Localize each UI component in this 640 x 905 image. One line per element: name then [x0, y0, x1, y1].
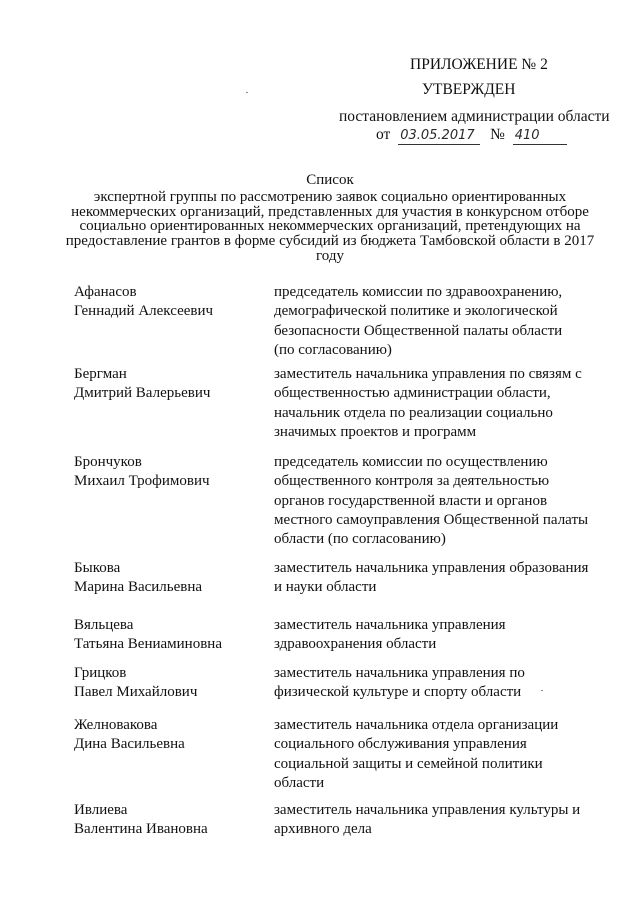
member-name: Быкова Марина Васильевна [74, 560, 203, 596]
member-role: заместитель начальника управления по связям с общественностью администрации области, начальник отдела по реализации социально значимых проектов и программ [274, 366, 582, 440]
member-name: Брончуков Михаил Трофимович [74, 454, 210, 490]
scan-speck [246, 92, 248, 93]
annex-number: ПРИЛОЖЕНИЕ № 2 [410, 56, 548, 73]
member-role: председатель комиссии по осуществлению общественного контроля за деятельностью органов государственной власти и органов местного самоуправления Общественной палаты области (по согласованию) [274, 454, 589, 548]
handwritten-number: 410 [513, 128, 567, 145]
member-name: Желновакова Дина Васильевна [74, 717, 185, 753]
member-name: Бергман Дмитрий Валерьевич [74, 366, 211, 402]
list-title-body: экспертной группы по рассмотрению заявок социально ориентированных некоммерческих организаций, представленных для участия в конкурсном отборе социально ориентированных некоммерческих организаций, претендующих на предоставление грантов в форме субсидий из бюджета Тамбовской области в 2017 году [65, 188, 595, 264]
member-role: заместитель начальника управления культуры и архивного дела [274, 802, 581, 838]
member-role: председатель комиссии по здравоохранению, демографической политике и экологической безопасности Общественной палаты области (по согласованию) [274, 284, 563, 358]
list-title [60, 173, 600, 264]
handwritten-date: 03.05.2017 [398, 128, 480, 145]
date-number-line [376, 126, 567, 145]
member-name: Ивлиева Валентина Ивановна [74, 802, 208, 838]
list-title-word: Список [306, 172, 354, 188]
member-name: Вяльцева Татьяна Вениаминовна [74, 617, 222, 653]
member-role: заместитель начальника управления здравоохранения области [274, 617, 506, 653]
member-role: заместитель начальника управления по физической культуре и спорту области [274, 665, 525, 701]
member-role: заместитель начальника отдела организации социального обслуживания управления социальной защиты и семейной политики области [274, 717, 559, 791]
approved-label: УТВЕРЖДЕН [422, 81, 516, 98]
number-label: № [490, 126, 505, 143]
member-role: заместитель начальника управления образования и науки области [274, 560, 589, 596]
member-name: Афанасов Геннадий Алексеевич [74, 284, 214, 320]
from-label: от [376, 126, 391, 143]
member-name: Грицков Павел Михайлович [74, 665, 198, 701]
decree-line: постановлением администрации области [339, 108, 610, 125]
scan-speck [541, 690, 543, 691]
